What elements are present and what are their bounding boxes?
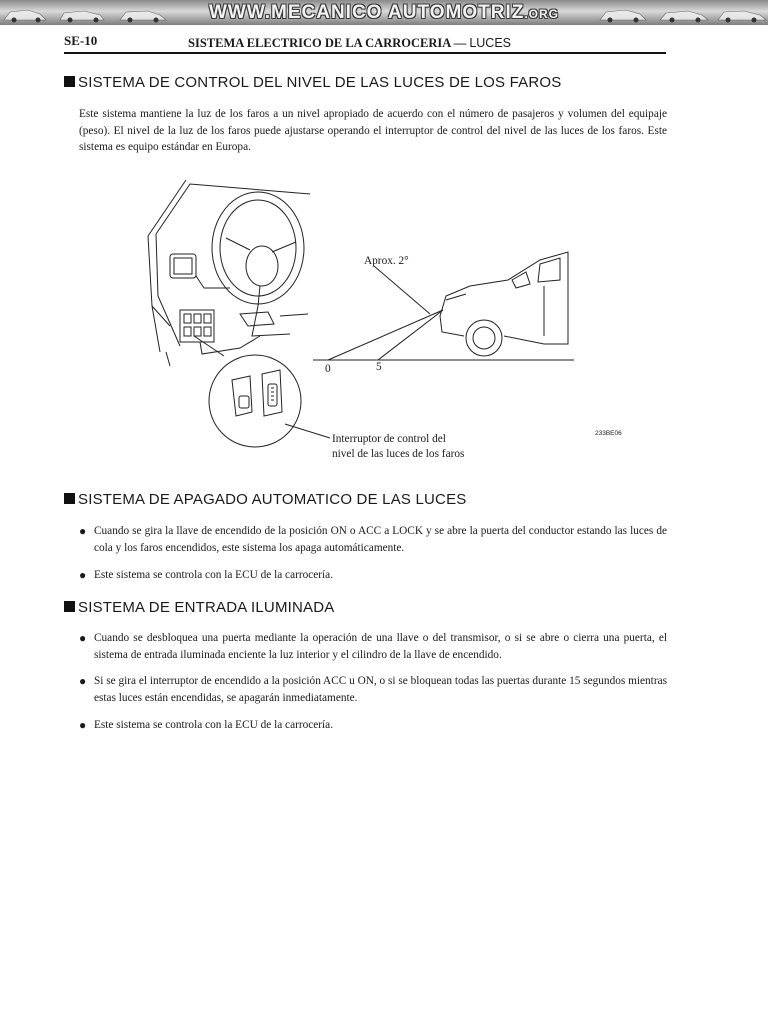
list-item [79,630,667,664]
figure-drawing [140,176,640,466]
page-header-title [188,36,511,51]
dashboard-illustration [148,180,330,447]
bullet-icon: ● [79,674,87,688]
bullet-icon: ● [79,568,87,582]
section-heading-illuminated-entry-text: SISTEMA DE ENTRADA ILUMINADA [78,599,335,616]
heading-square-icon [64,76,75,87]
heading-square-icon [64,601,75,612]
section-heading-auto-off-text: SISTEMA DE APAGADO AUTOMATICO DE LAS LUCES [78,491,467,508]
list-item [79,673,667,707]
section-heading-illuminated-entry [64,599,334,616]
list-item-text: Este sistema se controla con la ECU de la carrocería. [94,719,334,731]
list-item-text: Este sistema se controla con la ECU de la carrocería. [94,569,334,581]
header-title-main: SISTEMA ELECTRICO DE LA CARROCERIA — [188,36,467,50]
bullet-icon: ● [79,718,87,732]
list-item [79,523,667,557]
angle-label: Aprox. 2° [364,255,409,267]
list-item [79,717,667,734]
site-name[interactable] [0,2,768,24]
section-paragraph-leveling: Este sistema mantiene la luz de los faros a un nivel apropiado de acuerdo con el número de pasajeros y volumen del equipaje (peso). El nivel de la luz de los faros puede ajustarse operando el interruptor de control del nivel de las luces de los faros. Este sistema es equipo estándar en Europa. [79,108,667,153]
list-item-text: Si se gira el interruptor de encendido a la posición ACC u ON, o si se bloquean todas las puertas durante 15 segundos mientras estas luces están encendidas, se apagarán inmediatamente. [94,675,667,704]
callout-switch-line1: Interruptor de control del [332,433,446,445]
axis-label-five: 5 [376,361,382,373]
section-heading-leveling-text: SISTEMA DE CONTROL DEL NIVEL DE LAS LUCES DE LOS FAROS [78,74,562,91]
callout-switch-line2: nivel de las luces de los faros [332,448,465,460]
headlight-leveling-figure [140,176,640,466]
site-name-main: WWW.MECANICO AUTOMOTRIZ [208,2,525,23]
list-item-text: Cuando se desbloquea una puerta mediante la operación de una llave o del transmisor, o si se abre o cierra una puerta, el sistema de entrada iluminada enciente la luz interior y el cilindro de la llave de encendido. [94,632,667,661]
page-id: SE-10 [64,33,98,48]
section-heading-auto-off [64,491,467,508]
list-item-text: Cuando se gira la llave de encendido de la posición ON o ACC a LOCK y se abre la puerta del conductor estando las luces de cola y los faros encendidos, este sistema los apaga automáticamente. [94,525,667,554]
axis-label-zero: 0 [325,363,331,375]
list-item [79,567,667,584]
callout-switch-label [332,432,464,462]
site-banner [0,0,768,25]
site-name-suffix: .ORG [524,7,560,21]
beam-diagram [313,266,574,360]
header-rule [64,52,666,54]
section-heading-leveling [64,74,561,91]
bullet-icon: ● [79,524,87,538]
figure-code: 233BE06 [595,430,622,437]
header-title-sub: LUCES [469,36,511,50]
heading-square-icon [64,493,75,504]
bullet-icon: ● [79,631,87,645]
vehicle-illustration [440,252,568,356]
